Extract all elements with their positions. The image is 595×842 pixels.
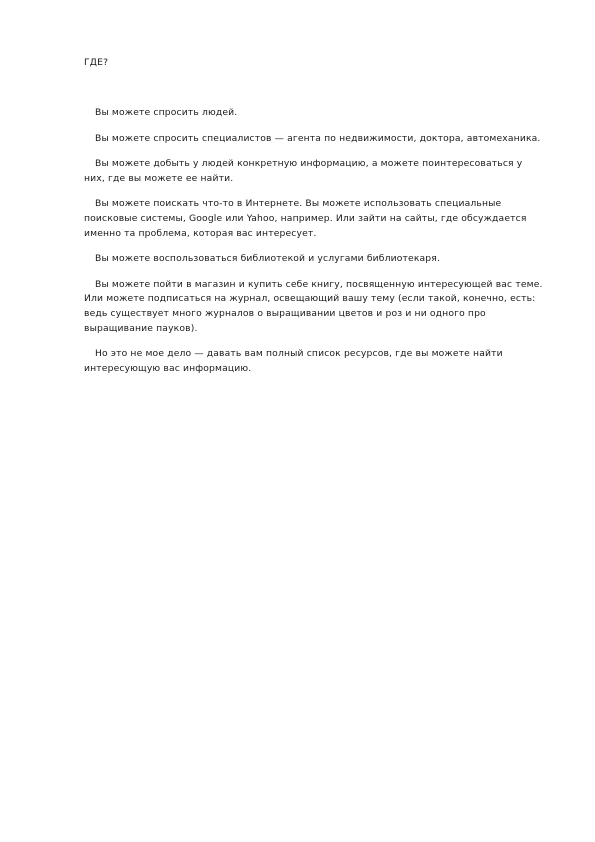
paragraph-5: Вы можете воспользоваться библиотекой и услугами библиотекаря. (95, 253, 441, 265)
paragraph-1: Вы можете спросить людей. (95, 107, 238, 118)
paragraph-6: Вы можете пойти в магазин и купить себе книгу, посвященную интересующей вас теме. Или можете подписаться на журнал, освещающий вашу тему (если такой, конечно, есть: ведь существует много журналов о выращивании цветов и роз и ни одного про выращивание пауков). (84, 278, 543, 334)
paragraph-3: Вы можете добыть у людей конкретную информацию, а можете поинтересоваться у них, где вы можете ее найти. (84, 158, 523, 184)
document-heading: ГДЕ? (84, 57, 109, 68)
paragraph-4: Вы можете поискать что-то в Интернете. Вы можете использовать специальные поисковые системы, Google или Yahoo, например. Или зайти на сайты, где обсуждается именно та проблема, которая вас интересует. (84, 198, 527, 239)
document-body (84, 106, 544, 387)
paragraph-7: Но это не мое дело — давать вам полный список ресурсов, где вы можете найти интересующую вас информацию. (84, 348, 503, 374)
paragraph-2: Вы можете спросить специалистов — агента по недвижимости, доктора, автомеханика. (95, 132, 541, 144)
